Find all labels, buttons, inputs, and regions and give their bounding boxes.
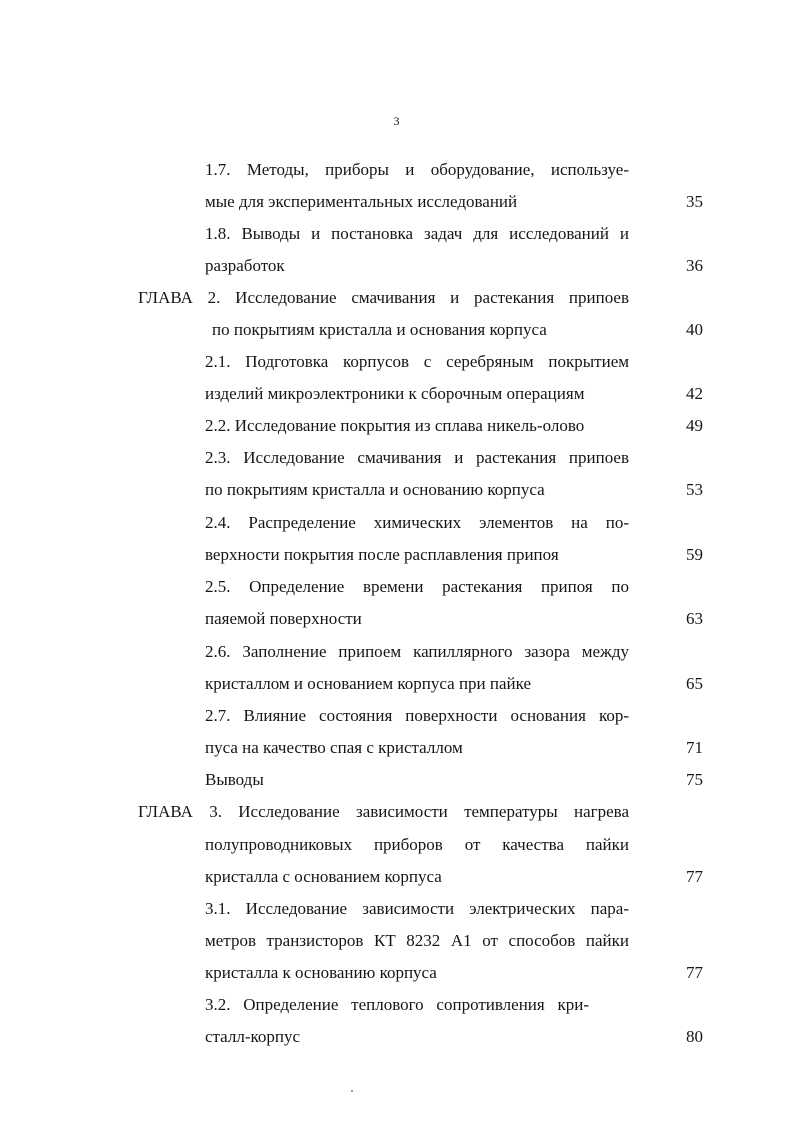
toc-page-number: 40	[686, 320, 703, 339]
toc-entry-3-2-line-2: сталл-корпус	[205, 1027, 301, 1046]
toc-page-number: 77	[686, 867, 703, 886]
toc-page-number: 36	[686, 256, 703, 275]
toc-entry-2-5-line-1: 2.5. Определение времени растекания припоя по	[205, 577, 629, 596]
toc-entry-2-6-line-1: 2.6. Заполнение припоем капиллярного зазора между	[205, 642, 629, 661]
toc-page-number: 59	[686, 545, 703, 564]
toc-chapter-2-line-2: по покрытиям кристалла и основания корпуса	[212, 320, 547, 339]
toc-chapter-2-line-1: ГЛАВА 2. Исследование смачивания и растекания припоев	[138, 288, 629, 307]
toc-entry-2-7-line-1: 2.7. Влияние состояния поверхности основания кор-	[205, 706, 629, 725]
page-number: 3	[393, 114, 400, 128]
toc-entry-2-3-line-2: по покрытиям кристалла и основанию корпуса	[205, 480, 545, 499]
toc-entry-2-1-line-2: изделий микроэлектроники к сборочным операциям	[205, 384, 585, 403]
toc-entry-1-8-line-1: 1.8. Выводы и постановка задач для исследований и	[205, 224, 629, 243]
toc-page-number: 42	[686, 384, 703, 403]
toc-page-number: 53	[686, 480, 703, 499]
toc-page-number: 35	[686, 192, 703, 211]
toc-page-number: 77	[686, 963, 703, 982]
toc-entry-2-5-line-2: паяемой поверхности	[205, 609, 362, 628]
toc-chapter-3-line-3: кристалла с основанием корпуса	[205, 867, 442, 886]
toc-page-number: 49	[686, 416, 703, 435]
toc-entry-2-4-line-1: 2.4. Распределение химических элементов на по-	[205, 513, 629, 532]
toc-entry-3-1-line-3: кристалла к основанию корпуса	[205, 963, 437, 982]
scan-speck	[351, 1090, 353, 1092]
toc-entry-1-8-line-2: разработок	[205, 256, 285, 275]
toc-entry-2-7-line-2: пуса на качество спая с кристаллом	[205, 738, 463, 757]
toc-entry-2-3-line-1: 2.3. Исследование смачивания и растекания припоев	[205, 448, 629, 467]
toc-entry-2-6-line-2: кристаллом и основанием корпуса при пайке	[205, 674, 532, 693]
toc-page-number: 65	[686, 674, 703, 693]
toc-chapter-3-line-1: ГЛАВА 3. Исследование зависимости температуры нагрева	[138, 802, 629, 821]
toc-chapter-3-line-2: полупроводниковых приборов от качества пайки	[205, 835, 629, 854]
toc-entry-3-1-line-1: 3.1. Исследование зависимости электрических пара-	[205, 899, 629, 918]
toc-entry-2-4-line-2: верхности покрытия после расплавления припоя	[205, 545, 559, 564]
toc-entry-3-2-line-1: 3.2. Определение теплового сопротивления кри-	[205, 995, 589, 1014]
toc-page-number: 80	[686, 1027, 703, 1046]
toc-entry-2-2-line-1: 2.2. Исследование покрытия из сплава никель-олово	[205, 416, 585, 435]
toc-entry-2-1-line-1: 2.1. Подготовка корпусов с серебряным покрытием	[205, 352, 629, 371]
toc-entry-conclusions: Выводы	[205, 770, 264, 789]
toc-entry-3-1-line-2: метров транзисторов КТ 8232 А1 от способов пайки	[205, 931, 629, 950]
toc-page-number: 63	[686, 609, 703, 628]
toc-entry-1-7-line-1: 1.7. Методы, приборы и оборудование, используе-	[205, 160, 629, 179]
toc-page-number: 75	[686, 770, 703, 789]
toc-page-number: 71	[686, 738, 703, 757]
toc-entry-1-7-line-2: мые для экспериментальных исследований	[205, 192, 518, 211]
